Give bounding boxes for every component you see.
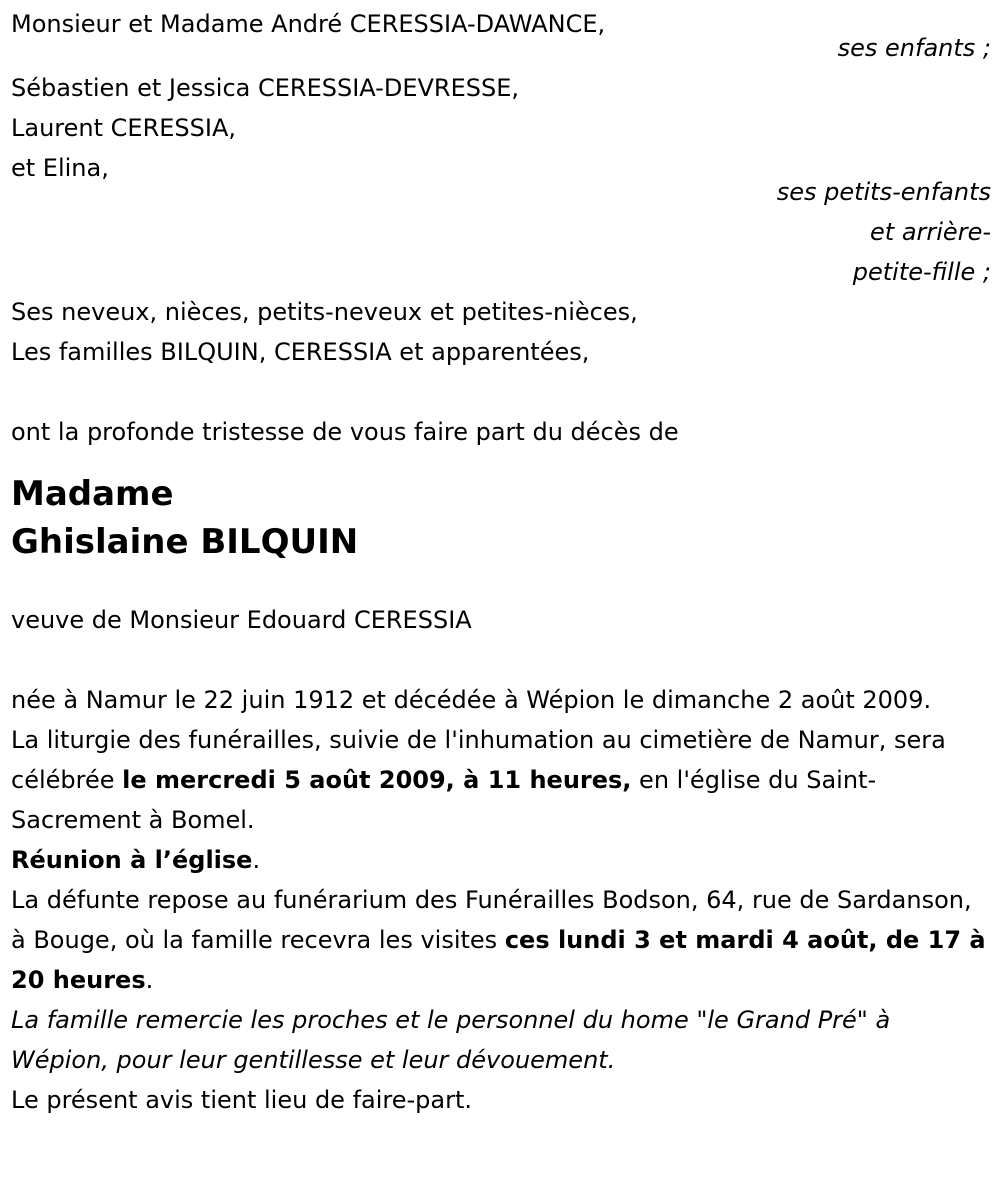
liturgy-intro: La liturgie des funérailles, suivie de l'inhumation au cimetière de Namur, sera célébrée (11, 726, 946, 794)
rest-info (11, 880, 986, 1000)
deceased-title-line2: Ghislaine BILQUIN (11, 522, 359, 562)
widow-of: veuve de Monsieur Edouard CERESSIA (11, 606, 472, 634)
obituary-notice (11, 4, 991, 1120)
birth-death: née à Namur le 22 juin 1912 et décédée à Wépion le dimanche 2 août 2009. (11, 686, 932, 714)
spacer (11, 372, 991, 412)
liturgy-date: le mercredi 5 août 2009, à 11 heures, (122, 766, 632, 794)
children-name: Monsieur et Madame André CERESSIA-DAWANCE, (11, 10, 606, 38)
grandchildren-label: ses petits-enfants (776, 178, 991, 206)
meeting-end: . (252, 846, 261, 874)
meeting-text: Réunion à l’église (11, 846, 253, 874)
liturgy-place: en l'église du Saint-Sacrement à Bomel. (11, 766, 877, 834)
grandchild-line: Sébastien et Jessica CERESSIA-DEVRESSE, (11, 74, 520, 102)
deceased-title-line1: Madame (11, 474, 174, 514)
deceased-title (11, 470, 991, 566)
relatives-line: Les familles BILQUIN, CERESSIA et apparentées, (11, 338, 590, 366)
rest-end: . (145, 966, 154, 994)
thanks: La famille remercie les proches et le personnel du home "le Grand Pré" à Wépion, pour leur gentillesse et leur dévouement. (11, 1006, 891, 1074)
announcement: ont la profonde tristesse de vous faire part du décès de (11, 418, 679, 446)
grandchildren-label: et arrière- (870, 218, 991, 246)
liturgy (11, 720, 986, 840)
rest-dates: ces lundi 3 et mardi 4 août, de 17 à 20 heures (11, 926, 986, 994)
grandchildren-label: petite-fille ; (852, 258, 991, 286)
grandchild-line: et Elina, (11, 154, 109, 182)
spacer (11, 640, 991, 680)
rest-intro: La défunte repose au funérarium des Funérailles Bodson, 64, rue de Sardanson, à Bouge, où la famille recevra les visites (11, 886, 972, 954)
meeting (11, 840, 986, 880)
children-label: ses enfants ; (837, 34, 991, 62)
notice: Le présent avis tient lieu de faire-part. (11, 1086, 473, 1114)
grandchild-line: Laurent CERESSIA, (11, 114, 236, 142)
relatives-line: Ses neveux, nièces, petits-neveux et petites-nièces, (11, 298, 638, 326)
spacer (11, 566, 991, 600)
